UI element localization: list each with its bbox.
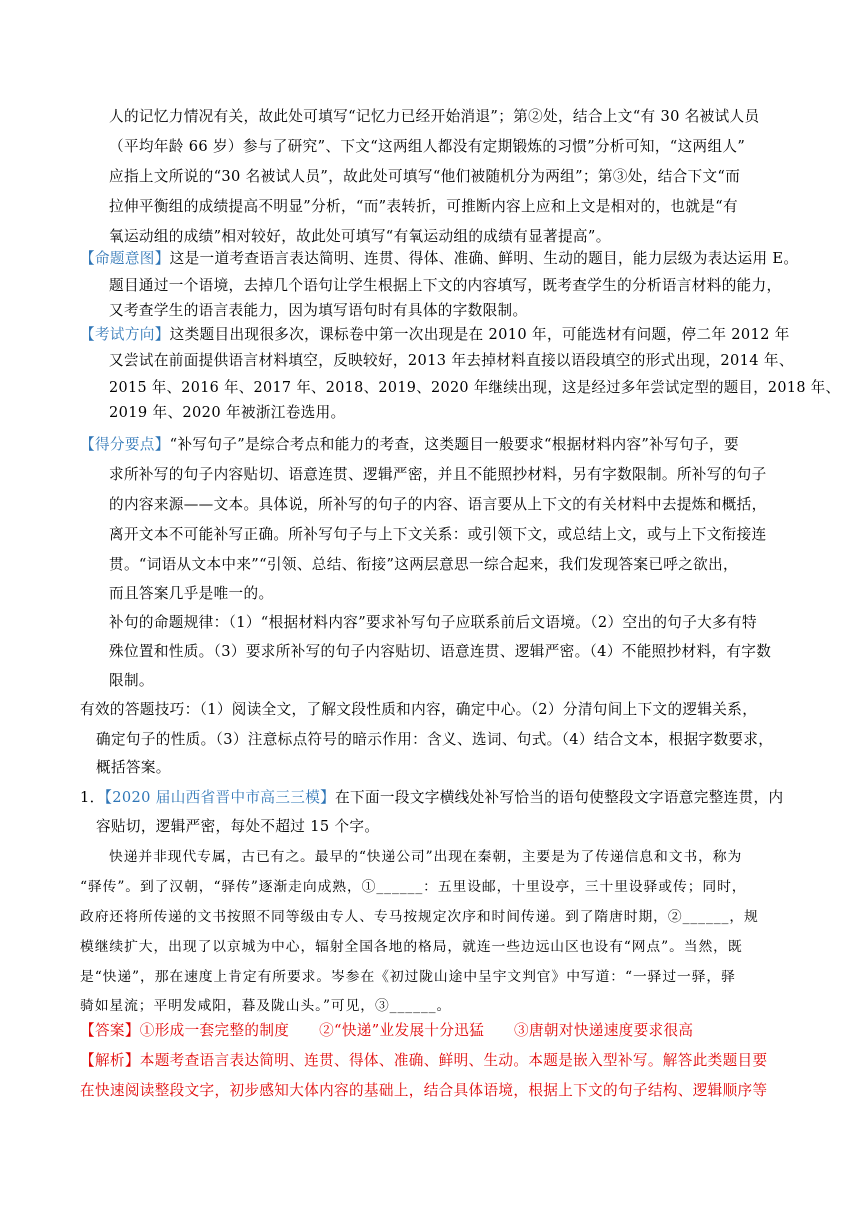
intent-line: 题目通过一个语境，去掉几个语句让学生根据上下文的内容填写，既考查学生的分析语言材料的能力， bbox=[109, 277, 782, 294]
explanation-line: 在快速阅读整段文字，初步感知大体内容的基础上，结合具体语境，根据上下文的句子结构、逻辑顺序等 bbox=[80, 1082, 768, 1099]
intent-line: 又考查学生的语言表能力，因为填写语句时有具体的字数限制。 bbox=[109, 302, 528, 319]
rules-line: 殊位置和性质。（3）要求所补写的句子内容贴切、语意连贯、逻辑严密。（4）不能照抄材料，有字数 bbox=[109, 643, 772, 660]
direction-heading: 【考试方向】这类题目出现很多次，课标卷中第一次出现是在 2010 年，可能选材有问题，停二年 2012 年 bbox=[80, 326, 790, 343]
analysis-line: 氧运动组的成绩”相对较好，故此处可填写“有氧运动组的成绩有显著提高”。 bbox=[109, 228, 611, 245]
passage-line: 骑如星流；平明发咸阳，暮及陇山头。”可见，③______。 bbox=[80, 998, 452, 1014]
rules-line: 补句的命题规律：（1）“根据材料内容”要求补写句子应联系前后文语境。（2）空出的句子大多有特 bbox=[109, 614, 757, 631]
scoring-line: 离开文本不可能补写正确。所补写句子与上下文关系：或引领下文，或总结上文，或与上下文衔接连 bbox=[109, 526, 767, 543]
analysis-line: 人的记忆力情况有关，故此处可填写“记忆力已经开始消退”；第②处，结合上文“有 30 名被试人员 bbox=[109, 108, 760, 125]
passage-line: 是“快递”，那在速度上肯定有所要求。岑参在《初过陇山途中呈宇文判官》中写道：“一驿过一驿，驿 bbox=[80, 969, 736, 985]
passage-line: 快递并非现代专属，古已有之。最早的“快递公司”出现在秦朝，主要是为了传递信息和文书，称为 bbox=[109, 849, 743, 865]
direction-line: 2015 年、2016 年、2017 年、2018、2019、2020 年继续出现，这是经过多年尝试定型的题目，2018 年、 bbox=[109, 379, 841, 396]
scoring-line: 贯。“词语从文本中来”“引领、总结、衔接”这两层意思一综合起来，我们发现答案已呼之欲出， bbox=[109, 556, 738, 573]
direction-line: 2019 年、2020 年被浙江卷选用。 bbox=[109, 404, 346, 421]
direction-line: 又尝试在前面提供语言材料填空，反映较好，2013 年去掉材料直接以语段填空的形式出现，2014 年、 bbox=[109, 352, 794, 369]
answer-line: 【答案】①形成一套完整的制度 ②“快递”业发展十分迅猛 ③唐朝对快递速度要求很高 bbox=[80, 1022, 694, 1039]
question-heading: 1．【2020 届山西省晋中市高三三模】在下面一段文字横线处补写恰当的语句使整段文字语意完整连贯，内 bbox=[80, 789, 784, 806]
scoring-line: 而且答案几乎是唯一的。 bbox=[109, 585, 274, 602]
tips-line: 确定句子的性质。（3）注意标点符号的暗示作用：含义、选词、句式。（4）结合文本，根据字数要求， bbox=[96, 731, 774, 748]
passage-line: “驿传”。到了汉朝，“驿传”逐渐走向成熟，①______：五里设邮，十里设亭，三十里设驿或传；同时， bbox=[80, 879, 747, 895]
analysis-line: 拉伸平衡组的成绩提高不明显”分析，“而”表转折，可推断内容上应和上文是相对的，也就是“有 bbox=[109, 198, 738, 215]
analysis-line: （平均年龄 66 岁）参与了研究”、下文“这两组人都没有定期锻炼的习惯”分析可知，“这两组人” bbox=[109, 138, 746, 155]
passage-line: 模继续扩大，出现了以京城为中心，辐射全国各地的格局，就连一些边远山区也设有“网点”。当然，既 bbox=[80, 939, 743, 955]
question-line: 容贴切，逻辑严密，每处不超过 15 个字。 bbox=[96, 818, 380, 835]
scoring-line: 的内容来源——文本。具体说，所补写的句子的内容、语言要从上下文的有关材料中去提炼和概括， bbox=[109, 496, 767, 513]
passage-line: 政府还将所传递的文书按照不同等级由专人、专马按规定次序和时间传递。到了隋唐时期，②______，规 bbox=[80, 909, 759, 925]
tips-line: 概括答案。 bbox=[96, 759, 171, 776]
explanation-line: 【解析】本题考查语言表达简明、连贯、得体、准确、鲜明、生动。本题是嵌入型补写。解答此类题目要 bbox=[80, 1052, 768, 1069]
tips-line: 有效的答题技巧：（1）阅读全文，了解文段性质和内容，确定中心。（2）分清句间上下文的逻辑关系， bbox=[80, 701, 758, 718]
scoring-line: 求所补写的句子内容贴切、语意连贯、逻辑严密，并且不能照抄材料，另有字数限制。所补写的句子 bbox=[109, 466, 767, 483]
intent-heading: 【命题意图】这是一道考查语言表达简明、连贯、得体、准确、鲜明、生动的题目，能力层级为表达运用 E。 bbox=[80, 250, 799, 267]
rules-line: 限制。 bbox=[109, 672, 154, 689]
analysis-line: 应指上文所说的“30 名被试人员”，故此处可填写“他们被随机分为两组”；第③处，结合下文“而 bbox=[109, 168, 741, 185]
scoring-heading: 【得分要点】“补写句子”是综合考点和能力的考查，这类题目一般要求“根据材料内容”补写句子，要 bbox=[80, 436, 739, 453]
